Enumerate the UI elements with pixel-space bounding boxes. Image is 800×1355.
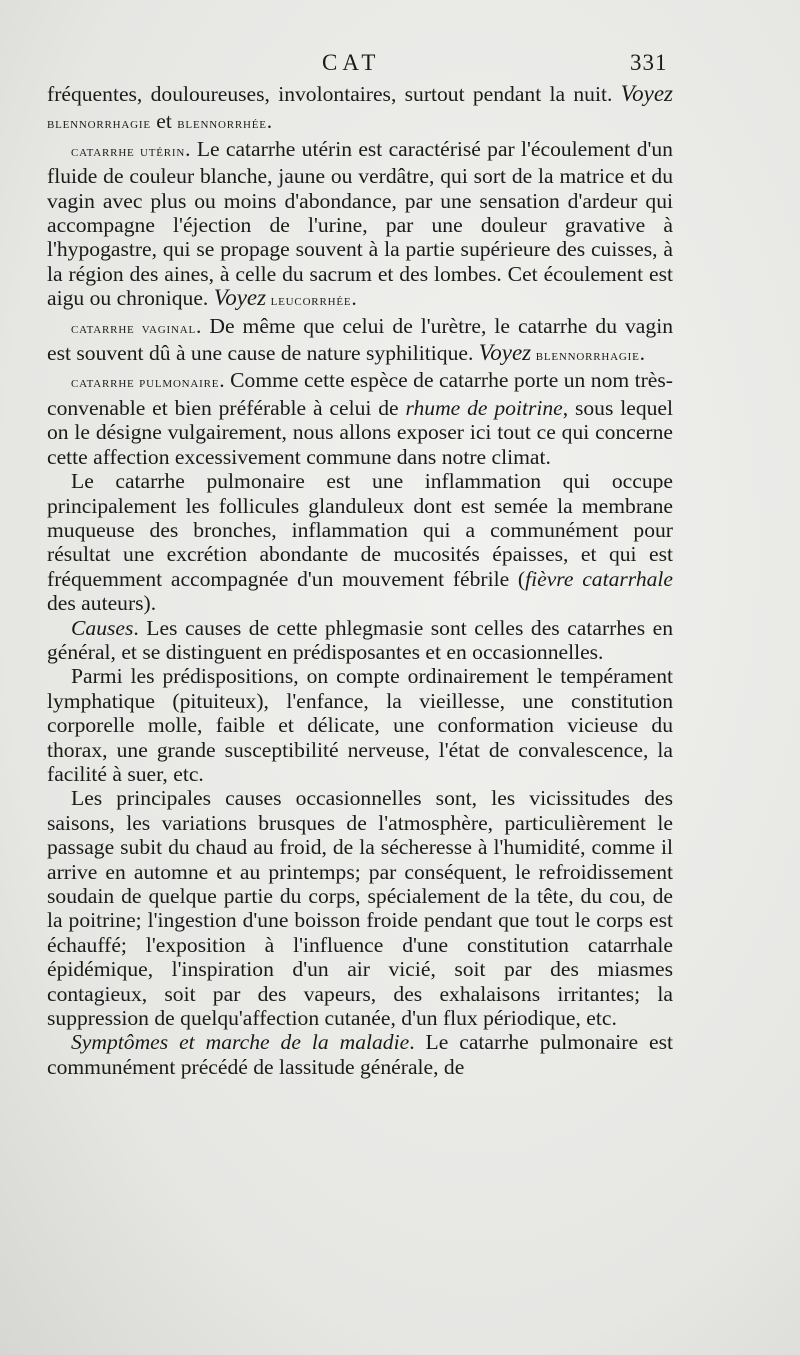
entry-catarrhe-vaginal: catarrhe vaginal. De même que celui de l'urètre, le catarrhe du vagin est souvent dû à une cause de nature syphilitique. Voyez blennorrhagie. xyxy=(47,313,673,366)
entry-heading: catarrhe utérin xyxy=(71,143,186,160)
paragraph-continued: fréquentes, douloureuses, involontaires, surtout pendant la nuit. Voyez blennorrhagie et blennorrhée. xyxy=(47,81,674,134)
paragraph-occasional-causes: Les principales causes occasionnelles sont, les vicissitudes des saisons, les variations brusques de l'atmosphère, particulièrement le passage subit du chaud au froid, de la sécheresse à l'humidité, comme il arrive en automne et au printemps; par conséquent, le refroidissement soudain de quelque partie du corps, spécialement de la tête, du cou, de la poitrine; l'ingestion d'une boisson froide pendant que tout le corps est échauffé; l'exposition à l'influence d'une constitution catarrhale épidémique, l'inspiration d'un air vicié, soit par des miasmes contagieux, soit par des vapeurs, des exhalaisons irritantes; la suppression de quelqu'affection cutanée, d'un flux périodique, etc. xyxy=(47,786,673,1031)
page-number: 331 xyxy=(630,50,668,75)
entry-heading: catarrhe vaginal xyxy=(71,320,196,337)
entry-catarrhe-pulmonaire: catarrhe pulmonaire. Comme cette espèce de catarrhe porte un nom très-convenable et bien préférable à celui de rhume de poitrine, sous lequel on le désigne vulgairement, nous allons exposer ici tout ce qui concerne cette affection excessivement commune dans notre climat. xyxy=(47,368,673,469)
continued-line: fréquentes, douloureuses, involontaires, surtout pendant la xyxy=(47,82,566,106)
entry-catarrhe-uterin: catarrhe utérin. Le catarrhe utérin est caractérisé par l'écoulement d'un fluide de couleur blanche, jaune ou verdâtre, qui sort de la matrice et du vagin avec plus ou moins d'abondance, par une sensation d'ardeur qui accompagne l'éjection de l'urine, par une douleur gravative à l'hypogastre, qui se propage souvent à la partie supérieure des cuisses, à la région des aines, à celle du sacrum et des lombes. Cet écoulement est aigu ou chronique. Voyez leucorrhée. xyxy=(47,136,673,311)
page-header xyxy=(0,50,800,80)
body-text xyxy=(47,82,673,1079)
cross-reference-voyez: Voyez xyxy=(620,81,674,106)
italic-term: fièvre catarrhale xyxy=(525,566,673,591)
cross-reference-voyez: Voyez xyxy=(213,285,267,311)
cross-reference-term: blennorrhagie xyxy=(47,116,151,133)
paragraph-causes: Causes. Les causes de cette phlegmasie sont celles des catarrhes en général, et se distinguent en prédisposantes et en occasionnelles. xyxy=(47,615,673,664)
italic-term: rhume de poitrine xyxy=(405,395,563,420)
cross-reference-term: blennorrhée xyxy=(177,116,267,133)
section-heading-symptoms: Symptômes et marche de la maladie xyxy=(71,1030,410,1055)
cross-reference-voyez: Voyez xyxy=(478,340,532,366)
paragraph-symptoms: Symptômes et marche de la maladie. Le catarrhe pulmonaire est communément précédé de lassitude générale, de xyxy=(47,1030,673,1079)
cross-reference-term: leucorrhée xyxy=(266,293,352,310)
running-head: CAT xyxy=(322,50,381,75)
section-heading-causes: Causes xyxy=(71,615,134,640)
cross-reference-term: blennorrhagie xyxy=(531,348,640,365)
paragraph-definition: Le catarrhe pulmonaire est une inflammation qui occupe principalement les follicules glanduleux dont est semée la membrane muqueuse des bronches, inflammation qui a communément pour résultat une excrétion abondante de mucosités épaisses, et qui est fréquemment accompagnée d'un mouvement fébrile (fièvre catarrhale des auteurs). xyxy=(47,469,673,616)
paragraph-predispositions: Parmi les prédispositions, on compte ordinairement le tempérament lymphatique (pituiteux), l'enfance, la vieillesse, une constitution corporelle molle, faible et délicate, une conformation vicieuse du thorax, une grande susceptibilité nerveuse, l'état de convalescence, la facilité à suer, etc. xyxy=(47,664,673,786)
entry-heading: catarrhe pulmonaire xyxy=(71,375,220,392)
